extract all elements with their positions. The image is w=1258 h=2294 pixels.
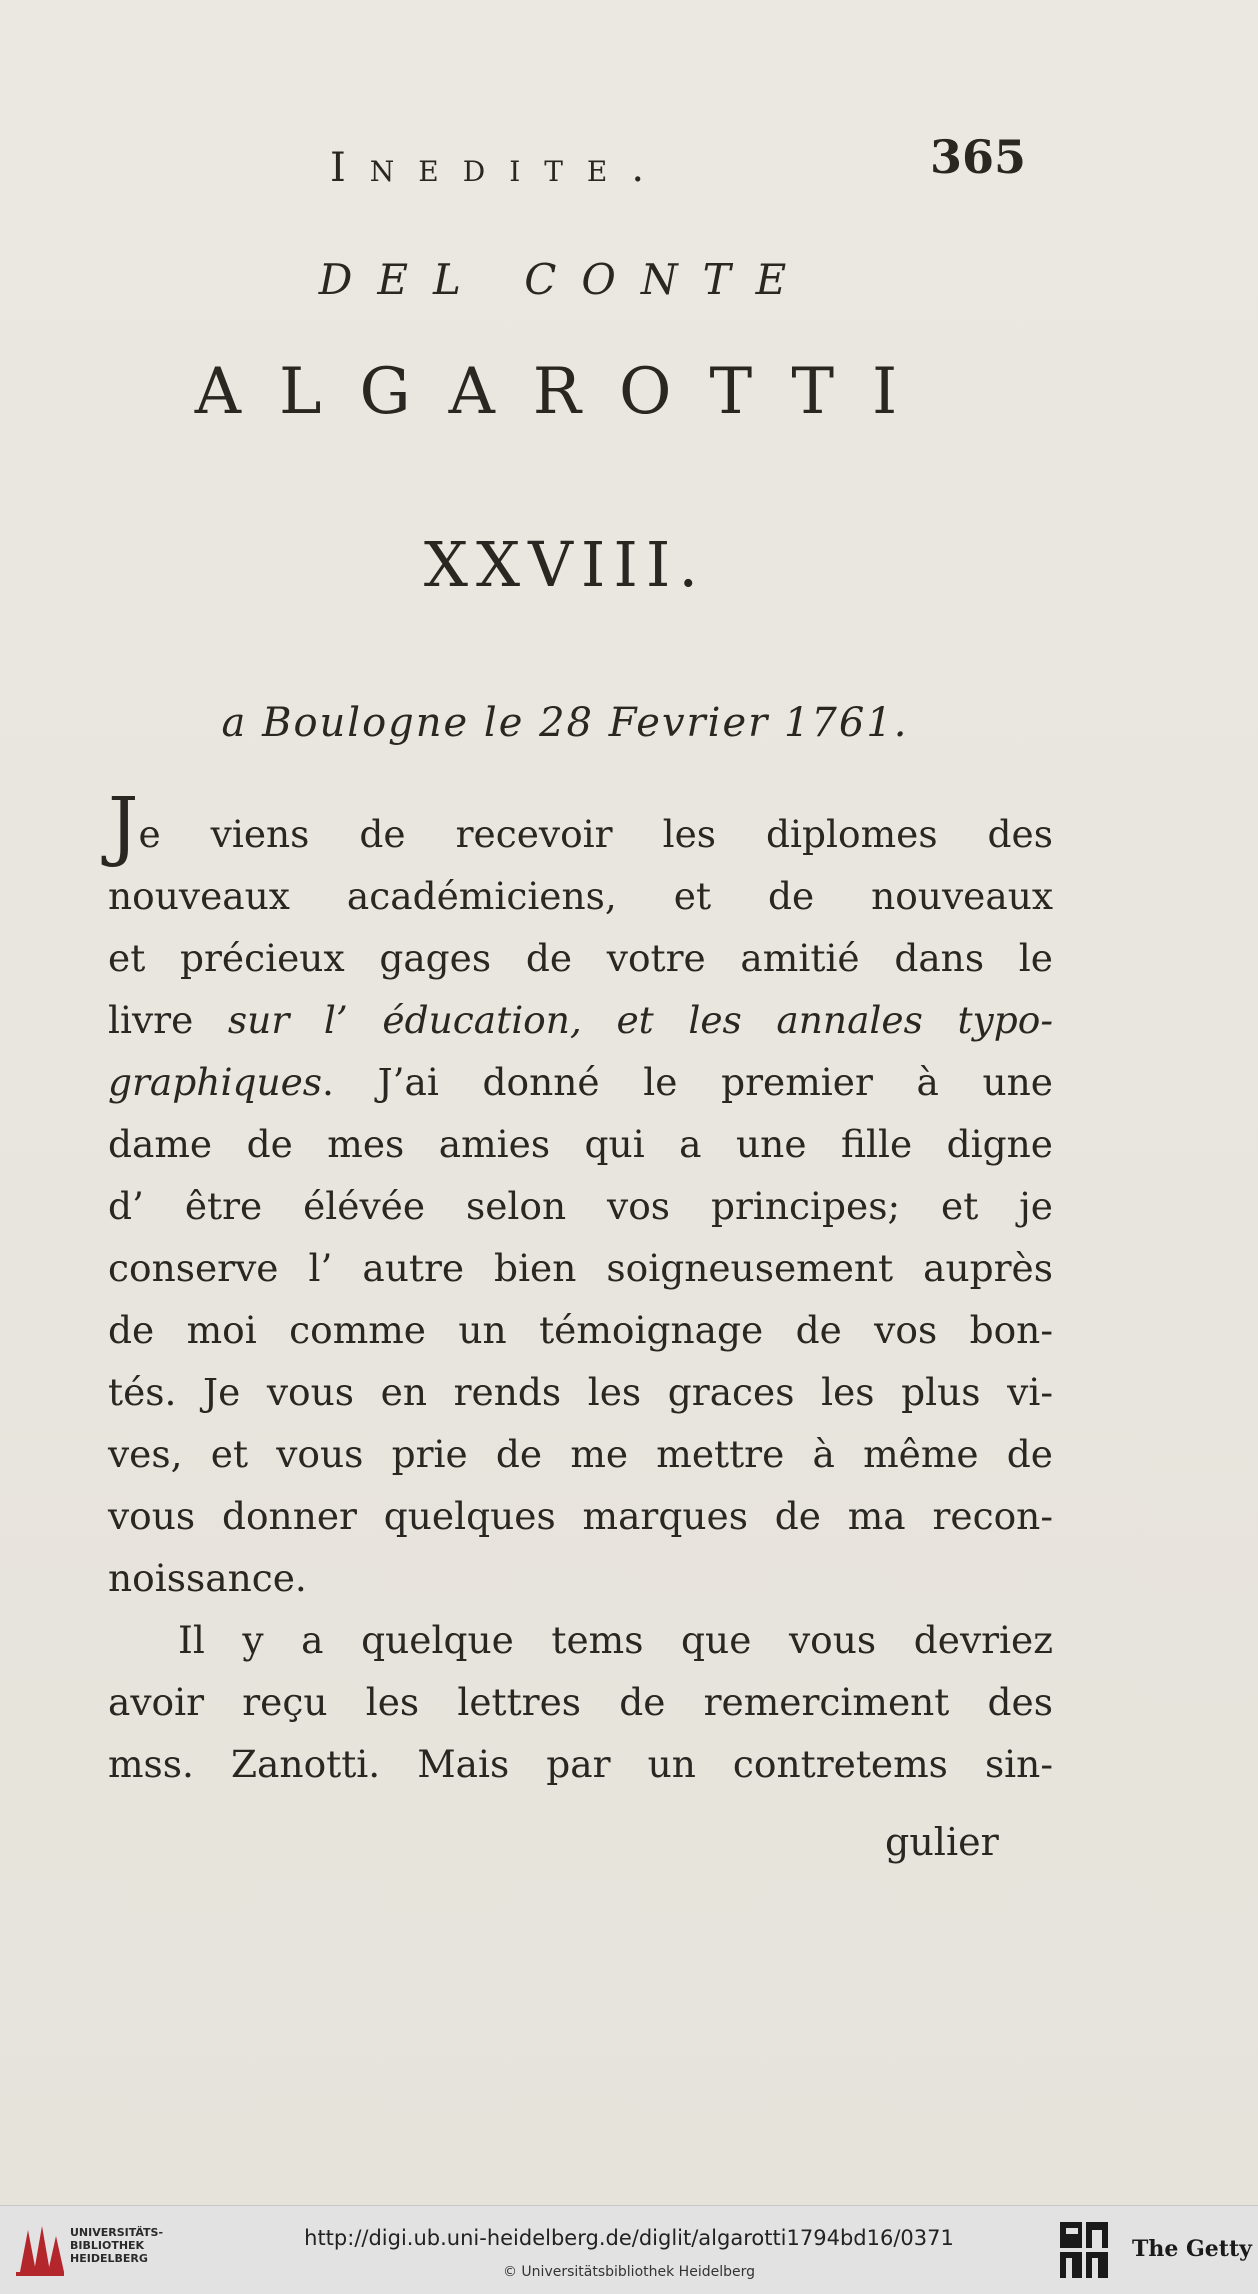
text-line: avoir reçu les lettres de remerciment des (108, 1680, 1053, 1724)
copyright-notice: © Universitätsbibliothek Heidelberg (502, 2264, 755, 2280)
text-line: noissance. (108, 1556, 307, 1600)
text-line: mss. Zanotti. Mais par un contretems sin- (108, 1742, 1053, 1786)
subtitle: DEL CONTE (318, 255, 812, 304)
text-line: Il y a quelque tems que vous devriez (178, 1618, 1053, 1662)
text-line: d’ être élévée selon vos principes; et je (108, 1184, 1053, 1228)
text-line: conserve l’ autre bien soigneusement auprès (108, 1246, 1053, 1290)
page-number: 365 (930, 130, 1027, 184)
italic-text: graphiques (108, 1060, 323, 1104)
letter-number: XXVIII. (423, 528, 707, 601)
text-line: graphiques. J’ai donné le premier à une (108, 1060, 1053, 1104)
text-line: de moi comme un témoignage de vos bon- (108, 1308, 1053, 1352)
text-line: et précieux gages de votre amitié dans le (108, 936, 1053, 980)
catchword: gulier (885, 1820, 999, 1864)
title: ALGAROTTI (194, 355, 936, 429)
text-line: Je viens de recevoir les diplomes des (108, 780, 1053, 869)
permalink-url[interactable]: http://digi.ub.uni-heidelberg.de/diglit/algarotti1794bd16/0371 (304, 2226, 954, 2250)
text-line: dame de mes amies qui a une fille digne (108, 1122, 1053, 1166)
text-line: livre sur l’ éducation, et les annales typo- (108, 998, 1053, 1042)
italic-text: sur l’ éducation, et les annales typo- (227, 998, 1053, 1042)
text-line: tés. Je vous en rends les graces les plus vi- (108, 1370, 1053, 1414)
running-head: Inedite. (330, 145, 669, 191)
viewer-footer (0, 2205, 1258, 2294)
text-line: nouveaux académiciens, et de nouveaux (108, 874, 1053, 918)
text-line: vous donner quelques marques de ma recon- (108, 1494, 1053, 1538)
dateline: a Boulogne le 28 Fevrier 1761. (221, 700, 909, 746)
library-name: UNIVERSITÄTS- BIBLIOTHEK HEIDELBERG (70, 2226, 164, 2265)
drop-cap: J (108, 780, 139, 869)
getty-name: The Getty (1132, 2236, 1252, 2262)
text-line: ves, et vous prie de me mettre à même de (108, 1432, 1053, 1476)
letter-body (108, 780, 1053, 1795)
getty-logo-icon (1058, 2220, 1112, 2280)
